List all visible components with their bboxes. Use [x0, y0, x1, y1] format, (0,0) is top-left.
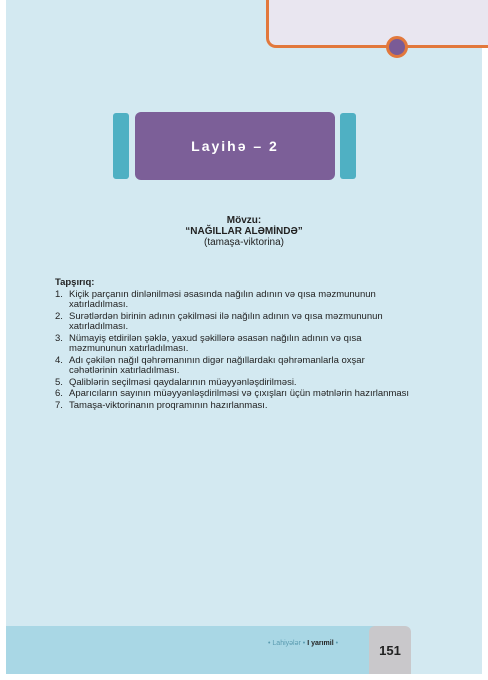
- footer-bullet: •: [302, 640, 306, 647]
- task-item-number: 2.: [55, 310, 63, 322]
- task-item-number: 4.: [55, 354, 63, 366]
- task-item-text: Adı çəkilən nağıl qəhrəmanının digər nağıllardakı qəhrəmanlarla oxşar cəhətlərinin xatırladılması.: [69, 354, 365, 376]
- project-title-box: [135, 112, 335, 180]
- task-item: [55, 401, 415, 412]
- topic-subtitle: (tamaşa-viktorina): [203, 237, 285, 248]
- task-item-number: 7.: [55, 399, 63, 411]
- task-item-text: Tamaşa-viktorinanın proqramının hazırlanması.: [69, 399, 268, 411]
- task-heading: Tapşırıq:: [55, 277, 95, 288]
- task-block: [55, 278, 415, 412]
- footer-section: Lahiyələr: [272, 640, 301, 647]
- task-item-number: 1.: [55, 288, 63, 300]
- page-number: 151: [379, 642, 401, 658]
- task-item-number: 5.: [55, 376, 63, 388]
- task-item-number: 3.: [55, 332, 63, 344]
- task-item-text: Surətlərdən birinin adının çəkilməsi ilə nağılın adının və qısa məzmununun xatırladılması.: [69, 310, 383, 332]
- task-item: [55, 334, 415, 355]
- task-item-text: Aparıcıların sayının müəyyənləşdirilməsi və çıxışları üçün mətnlərin hazırlanması: [69, 388, 410, 399]
- topic-block: [0, 215, 488, 248]
- task-item: [55, 290, 415, 311]
- title-left-tab: [113, 113, 129, 179]
- footer-bullet: •: [335, 640, 339, 647]
- task-item: [55, 389, 415, 400]
- task-item: [55, 312, 415, 333]
- footer-term: I yarımil: [307, 640, 334, 647]
- project-title: Layihə – 2: [191, 138, 279, 154]
- footer-running-title: [268, 640, 338, 647]
- task-item-text: Kiçik parçanın dinlənilməsi əsasında nağılın adının və qısa məzmununun xatırladılması.: [69, 288, 376, 310]
- task-item-text: Qaliblərin seçilməsi qaydalarının müəyyənləşdirilməsi.: [69, 376, 297, 388]
- task-item-number: 6.: [55, 388, 63, 399]
- footer-bullet: •: [268, 640, 271, 647]
- footer-band: [6, 626, 409, 674]
- task-item-text: Nümayiş etdirilən şəklə, yaxud şəkillərə əsasən nağılın adının və qısa məzmununun xatırladılması.: [69, 332, 362, 354]
- topic-label: Mövzu:: [226, 215, 262, 226]
- task-item: [55, 378, 415, 389]
- header-decoration-dot: [386, 36, 408, 58]
- page-number-box: [369, 626, 411, 674]
- topic-name: “NAĞILLAR ALƏMİNDƏ”: [185, 226, 303, 237]
- title-right-tab: [340, 113, 356, 179]
- task-item: [55, 356, 415, 377]
- header-decoration-box: [266, 0, 488, 48]
